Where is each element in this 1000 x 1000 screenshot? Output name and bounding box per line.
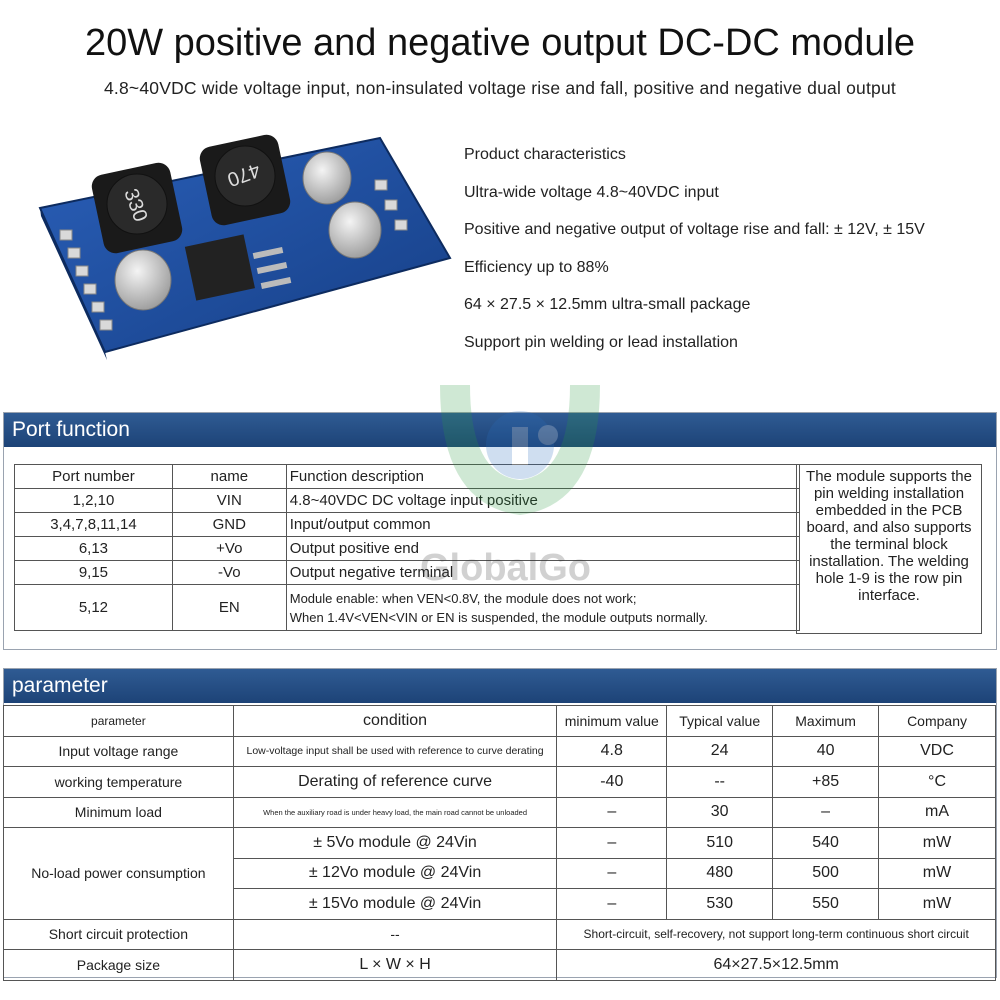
table-header-cell: name	[172, 465, 286, 489]
pin-label-vin: VIN	[46, 267, 63, 287]
table-cell: 9,15	[15, 561, 173, 585]
table-cell: +Vo	[172, 537, 286, 561]
table-row	[15, 489, 800, 513]
table-cell: –	[557, 797, 667, 828]
table-cell: VIN	[172, 489, 286, 513]
table-cell: 64×27.5×12.5mm	[557, 950, 996, 981]
table-header-cell: Maximum	[773, 706, 879, 737]
table-cell: Derating of reference curve	[233, 767, 557, 798]
table-cell: Output positive end	[286, 537, 799, 561]
feature-item: Positive and negative output of voltage rise and fall: ± 12V, ± 15V	[464, 221, 925, 238]
table-cell: 30	[667, 797, 773, 828]
parameter-table	[3, 705, 996, 981]
table-row	[4, 736, 996, 767]
table-cell: Short circuit protection	[4, 919, 234, 950]
table-cell: -40	[557, 767, 667, 798]
table-cell: Low-voltage input shall be used with reference to curve derating	[233, 736, 557, 767]
table-cell: VDC	[879, 736, 996, 767]
table-cell: mW	[879, 858, 996, 889]
table-cell: mA	[879, 797, 996, 828]
table-cell: 530	[667, 889, 773, 920]
table-cell: 24	[667, 736, 773, 767]
table-cell	[286, 585, 799, 631]
table-row	[15, 585, 800, 631]
table-cell: Short-circuit, self-recovery, not support long-term continuous short circuit	[557, 919, 996, 950]
table-cell: 4.8	[557, 736, 667, 767]
table-header-cell: Typical value	[667, 706, 773, 737]
table-cell: ± 15Vo module @ 24Vin	[233, 889, 557, 920]
table-row	[15, 561, 800, 585]
feature-item: Support pin welding or lead installation	[464, 333, 738, 351]
table-cell: When the auxiliary road is under heavy load, the main road cannot be unloaded	[233, 797, 557, 828]
port-function-header: Port function	[4, 413, 996, 447]
feature-list	[464, 144, 984, 369]
table-cell: 4.8~40VDC DC voltage input positive	[286, 489, 799, 513]
table-cell: –	[557, 858, 667, 889]
table-cell: mW	[879, 828, 996, 859]
table-header-row	[4, 706, 996, 737]
table-cell: L × W × H	[233, 950, 557, 981]
table-cell: –	[557, 889, 667, 920]
table-cell: Minimum load	[4, 797, 234, 828]
table-row	[4, 919, 996, 950]
table-header-cell: parameter	[4, 706, 234, 737]
table-cell: --	[667, 767, 773, 798]
table-cell: 5,12	[15, 585, 173, 631]
feature-item: Efficiency up to 88%	[464, 258, 609, 276]
pin-label-en: EN	[70, 319, 86, 337]
table-row	[4, 767, 996, 798]
table-cell: 6,13	[15, 537, 173, 561]
table-cell: ± 12Vo module @ 24Vin	[233, 858, 557, 889]
table-row	[4, 828, 996, 859]
capacitor	[329, 202, 381, 258]
table-row	[4, 950, 996, 981]
feature-item: Ultra-wide voltage 4.8~40VDC input	[464, 183, 719, 201]
pin-label-gnd: GND	[58, 295, 77, 320]
table-cell: Output negative terminal	[286, 561, 799, 585]
parameter-header: parameter	[4, 669, 996, 703]
table-cell: Input/output common	[286, 513, 799, 537]
table-cell: –	[773, 797, 879, 828]
capacitor	[115, 250, 171, 310]
table-cell: GND	[172, 513, 286, 537]
table-cell: 40	[773, 736, 879, 767]
table-cell: ± 5Vo module @ 24Vin	[233, 828, 557, 859]
table-cell: 480	[667, 858, 773, 889]
watermark-text: GlobalGo	[420, 547, 591, 589]
feature-item: 64 × 27.5 × 12.5mm ultra-small package	[464, 296, 751, 313]
table-cell: working temperature	[4, 767, 234, 798]
table-row	[15, 537, 800, 561]
table-header-cell: Function description	[286, 465, 799, 489]
table-cell: 550	[773, 889, 879, 920]
capacitor	[303, 152, 351, 204]
table-header-cell: minimum value	[557, 706, 667, 737]
table-cell: °C	[879, 767, 996, 798]
table-header-row	[15, 465, 800, 489]
table-cell: Input voltage range	[4, 736, 234, 767]
port-function-table	[14, 464, 800, 631]
page-title: 20W positive and negative output DC-DC module	[84, 22, 916, 64]
page-subtitle: 4.8~40VDC wide voltage input, non-insulated voltage rise and fall, positive and negative dual output	[104, 78, 896, 98]
table-cell: –	[557, 828, 667, 859]
table-cell: +85	[773, 767, 879, 798]
feature-item: Product characteristics	[464, 146, 626, 163]
en-description-line-1: Module enable: when VEN<0.8V, the module does not work;	[289, 590, 637, 606]
table-cell: 510	[667, 828, 773, 859]
table-cell: mW	[879, 889, 996, 920]
inductor-330-label: 330	[119, 185, 152, 225]
table-cell: 540	[773, 828, 879, 859]
table-cell: --	[233, 919, 557, 950]
table-cell: 3,4,7,8,11,14	[15, 513, 173, 537]
table-row	[4, 797, 996, 828]
table-header-cell: Port number	[15, 465, 173, 489]
table-cell: Package size	[4, 950, 234, 981]
table-cell: EN	[172, 585, 286, 631]
table-cell: 1,2,10	[15, 489, 173, 513]
module-board-image	[35, 120, 455, 370]
inductor-470-label: 470	[224, 158, 264, 191]
en-description-line-2: When 1.4V<VEN<VIN or EN is suspended, the module outputs normally.	[289, 609, 708, 625]
port-installation-note: The module supports the pin welding installation embedded in the PCB board, and also supports the terminal block installation. The welding hole 1-9 is the row pin interface.	[796, 464, 982, 634]
table-cell: No-load power consumption	[4, 828, 234, 920]
table-row	[15, 513, 800, 537]
table-cell: -Vo	[172, 561, 286, 585]
table-header-cell: Company	[879, 706, 996, 737]
table-cell: 500	[773, 858, 879, 889]
table-header-cell: condition	[233, 706, 557, 737]
